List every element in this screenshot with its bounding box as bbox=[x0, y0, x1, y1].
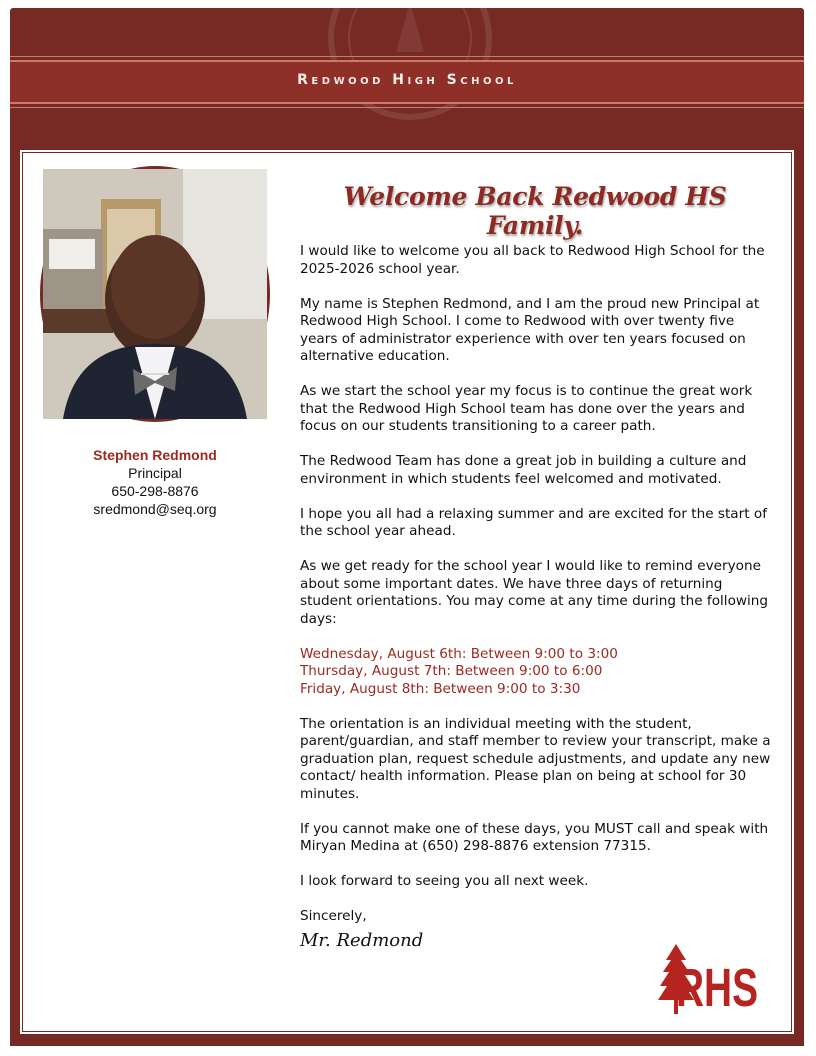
principal-phone: 650-298-8876 bbox=[111, 483, 199, 499]
header-banner bbox=[10, 8, 804, 138]
letter-paragraph: I hope you all had a relaxing summer and are excited for the start of the school year ahead. bbox=[300, 505, 767, 539]
letter-paragraph: If you cannot make one of these days, you MUST call and speak with Miryan Medina at (650) 298-8876 extension 77315. bbox=[300, 820, 769, 854]
principal-photo bbox=[40, 166, 270, 422]
letter-paragraph: I would like to welcome you all back to Redwood High School for the 2025-2026 school year. bbox=[300, 243, 765, 277]
redwood-tree-icon bbox=[656, 942, 760, 1018]
letter-body bbox=[300, 243, 776, 949]
orientation-date: Friday, August 8th: Between 9:00 to 3:30 bbox=[300, 680, 581, 697]
letter-paragraph: My name is Stephen Redmond, and I am the proud new Principal at Redwood High School. I come to Redwood with over twenty five years of administrator experience with over ten years focused on alternative education. bbox=[300, 295, 760, 364]
letter-paragraph: As we start the school year my focus is to continue the great work that the Redwood High School team has done over the years and focus on our students transitioning to a career path. bbox=[300, 383, 753, 434]
orientation-date: Thursday, August 7th: Between 9:00 to 6:00 bbox=[300, 663, 603, 679]
principal-email[interactable]: sredmond@seq.org bbox=[93, 501, 217, 517]
rhs-logo bbox=[656, 942, 760, 1018]
tree-icon bbox=[396, 2, 424, 52]
orientation-date: Wednesday, August 6th: Between 9:00 to 3:00 bbox=[300, 645, 618, 662]
letter-signature: Mr. Redmond bbox=[300, 929, 424, 951]
letter-paragraph: As we get ready for the school year I would like to remind everyone about some important dates. We have three days of returning student orientations. You may come at any time during the following days: bbox=[300, 558, 769, 627]
header-divider bbox=[10, 56, 804, 57]
orientation-dates bbox=[300, 646, 776, 699]
letter-paragraph: I look forward to seeing you all next week. bbox=[300, 873, 589, 889]
header-divider bbox=[10, 107, 804, 108]
logo-text: RHS bbox=[676, 958, 758, 1018]
principal-name: Stephen Redmond bbox=[93, 447, 217, 463]
principal-title: Principal bbox=[128, 465, 182, 481]
portrait-illustration bbox=[43, 169, 267, 419]
letter-closing: Sincerely, bbox=[300, 908, 367, 924]
school-name: Redwood High School bbox=[297, 72, 517, 88]
letter-paragraph: The orientation is an individual meeting with the student, parent/guardian, and staff member to review your transcript, make a graduation plan, request schedule adjustments, and update any new contact/ health information. Please plan on being at school for 30 minutes. bbox=[300, 715, 771, 802]
principal-contact bbox=[60, 446, 250, 518]
letter-paragraph: The Redwood Team has done a great job in building a culture and environment in which students feel welcomed and motivated. bbox=[300, 453, 747, 487]
letter-heading: Welcome Back Redwood HS Family. bbox=[343, 182, 727, 240]
